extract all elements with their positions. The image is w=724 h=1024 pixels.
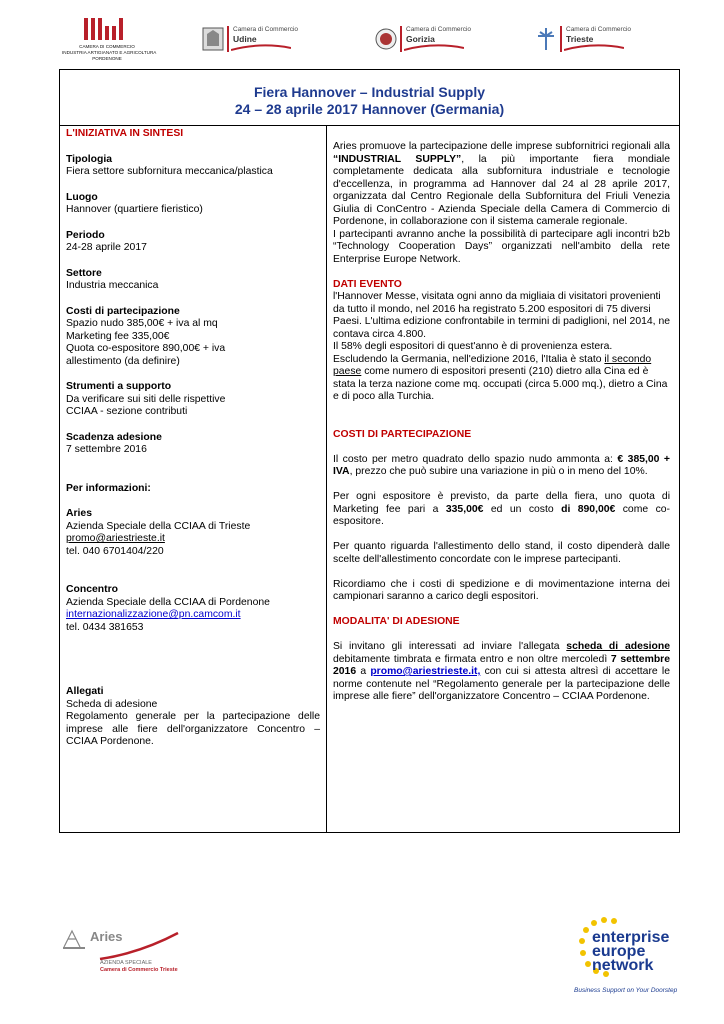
dati-paragraph: Escludendo la Germania, nell'edizione 2016, l'Italia è stato il secondo paese come numero di espositori presenti (210) dietro alla Cina ed è stata la terza nazione come mq. occupati (circa 5.000 mq.), dietro a Cina e di poco alla Turchia. <box>333 353 668 402</box>
title-line1: Fiera Hannover – Industrial Supply <box>253 84 486 100</box>
periodo-label: Periodo <box>66 229 105 241</box>
cciaa-pordenone-logo <box>62 18 157 68</box>
aries-label: Aries <box>66 508 92 519</box>
aries-logo <box>60 925 190 985</box>
costi-paragraph: Ricordiamo che i costi di spedizione e di movimentazione interna dei campionari saranno a carico degli espositori. <box>333 578 670 602</box>
title-divider <box>60 125 680 126</box>
costi-line: Quota co-espositore 890,00€ + iva <box>66 343 226 354</box>
aries-emblem-icon <box>60 925 190 985</box>
concentro-tel: tel. 0434 381653 <box>66 621 144 633</box>
costi-paragraph: Per quanto riguarda l'allestimento dello stand, il costo dipenderà dalle scelte dell'allestimento concordate con le imprese partecipanti. <box>333 541 670 565</box>
gorizia-seal-icon <box>374 26 398 52</box>
pordenone-logo-line3: PORDENONE <box>92 56 122 61</box>
column-divider <box>326 125 327 833</box>
udine-seal-icon <box>201 26 225 52</box>
strumenti-line: CCIAA - sezione contributi <box>66 406 188 417</box>
gorizia-line2: Gorizia <box>406 34 435 44</box>
modalita-paragraph: Si invitano gli interessati ad inviare l'allegata scheda di adesione debitamente timbrata e firmata entro e non oltre mercoledì 7 settembre 2016 a promo@ariestrieste.it, con cui si attesta altresì di accettare le norme contenute nel “Regolamento generale per la partecipazione delle imprese alle fiere” dell'organizzatore Concentro – CCIAA Pordenone. <box>333 641 670 702</box>
scadenza-label: Scadenza adesione <box>66 431 162 443</box>
costi-paragraph: Il costo per metro quadrato dello spazio nudo ammonta a: € 385,00 + IVA, prezzo che può subire una variazione in più o in meno del 10%. <box>333 453 670 477</box>
een-tagline: Business Support on Your Doorstep <box>574 987 678 994</box>
dati-paragraph: l'Hannover Messe, visitata ogni anno da migliaia di visitatori provenienti da tutto il mondo, nel 2016 ha registrato 5.200 espositori di 75 diversi Paesi. L'ultima edizione confrontabile in termini di padiglioni, nel 2014, ne contava circa 4.800. <box>333 291 671 340</box>
gorizia-swoosh-icon <box>404 44 464 52</box>
details-column <box>333 141 670 704</box>
costi-paragraph: Per ogni espositore è previsto, da parte della fiera, uno quota di Marketing fee pari a 335,00€ ed un costo di 890,00€ come co-espositore. <box>333 491 671 527</box>
summary-column <box>66 128 320 749</box>
page-title <box>60 84 679 118</box>
dati-paragraph: Il 58% degli espositori di quest'anno è di provenienza estera. <box>333 341 613 352</box>
aries-line1: AZIENDA SPECIALE <box>100 960 152 966</box>
settore-value: Industria meccanica <box>66 280 159 291</box>
costi-line: Marketing fee 335,00€ <box>66 330 170 342</box>
intro-paragraph: Aries promuove la partecipazione delle imprese subfornitrici regionali alla “INDUSTRIAL SUPPLY”, la più importante fiera mondiale completamente dedicata alla subfornitura industriale e tecnologie d'eccellenza, in programma ad Hannover dal 24 al 28 aprile 2017, organizzata dal Centro Regionale della Subfornitura del Friuli Venezia Giulia di ConCentro - Azienda Speciale della Camera di Commercio di Pordenone, in collaborazione con il sistema camerale regionale. <box>333 141 671 227</box>
periodo-value: 24-28 aprile 2017 <box>66 242 147 253</box>
een-line1: enterprise <box>592 929 670 946</box>
tipologia-value: Fiera settore subfornitura meccanica/plastica <box>66 166 273 177</box>
title-line2: 24 – 28 aprile 2017 Hannover (Germania) <box>234 101 505 117</box>
scadenza-value: 7 settembre 2016 <box>66 444 147 455</box>
luogo-value: Hannover (quartiere fieristico) <box>66 204 203 215</box>
aries-tel: tel. 040 6701404/220 <box>66 545 164 557</box>
summary-heading: L'INIZIATIVA IN SINTESI <box>66 128 184 139</box>
cciaa-trieste-logo <box>534 24 654 56</box>
costi-label: Costi di partecipazione <box>66 305 180 317</box>
strumenti-label: Strumenti a supporto <box>66 381 172 392</box>
enterprise-europe-network-logo <box>574 915 684 1005</box>
aries-name: Aries <box>90 929 123 944</box>
aries-line2: Camera di Commercio Trieste <box>100 967 178 973</box>
trieste-halberd-icon <box>534 26 558 52</box>
aries-email-link[interactable]: promo@ariestrieste.it <box>66 533 165 544</box>
gorizia-line1: Camera di Commercio <box>406 26 472 33</box>
pordenone-emblem-icon <box>84 18 124 40</box>
udine-line1: Camera di Commercio <box>233 26 299 33</box>
costi-heading: COSTI DI PARTECIPAZIONE <box>333 428 472 440</box>
allegati-label: Allegati <box>66 686 104 697</box>
een-line2: europe <box>592 943 646 960</box>
concentro-org: Azienda Speciale della CCIAA di Pordenone <box>66 596 270 608</box>
pordenone-logo-line1: CAMERA DI COMMERCIO <box>79 44 135 49</box>
tipologia-label: Tipologia <box>66 153 112 165</box>
allegati-line1: Scheda di adesione <box>66 698 158 710</box>
cciaa-udine-logo <box>201 24 325 56</box>
settore-label: Settore <box>66 267 102 279</box>
udine-line2: Udine <box>233 34 257 44</box>
concentro-label: Concentro <box>66 584 118 595</box>
udine-swoosh-icon <box>231 44 291 52</box>
info-label: Per informazioni: <box>66 482 151 494</box>
trieste-line2: Trieste <box>566 34 594 44</box>
concentro-email-link[interactable]: internazionalizzazione@pn.camcom.it <box>66 609 241 620</box>
aries-org: Azienda Speciale della CCIAA di Trieste <box>66 520 251 532</box>
cciaa-gorizia-logo <box>374 24 484 56</box>
scheda-adesione-link[interactable]: scheda di adesione <box>566 641 670 652</box>
promo-email-link[interactable]: promo@ariestrieste.it, <box>370 666 481 677</box>
trieste-swoosh-icon <box>564 44 624 52</box>
een-line3: network <box>592 957 654 974</box>
strumenti-line: Da verificare sui siti delle rispettive <box>66 393 226 405</box>
costi-line: allestimento (da definire) <box>66 355 180 367</box>
allegati-line2: Regolamento generale per la partecipazione delle imprese alle fiere dell'organizzatore Concentro – CCIAA Pordenone. <box>66 711 320 747</box>
intro-b2b-paragraph: I partecipanti avranno anche la possibilità di partecipare agli incontri b2b “Technology Cooperation Days” organizzati nell'ambito della rete Enterprise Europe Network. <box>333 228 670 265</box>
pordenone-logo-line2: INDUSTRIA ARTIGIANATO E AGRICOLTURA <box>62 50 157 55</box>
luogo-label: Luogo <box>66 191 98 203</box>
costi-line: Spazio nudo 385,00€ + iva al mq <box>66 318 218 329</box>
modalita-heading: MODALITA' DI ADESIONE <box>333 616 460 627</box>
trieste-line1: Camera di Commercio <box>566 26 632 33</box>
dati-evento-heading: DATI EVENTO <box>333 278 402 290</box>
